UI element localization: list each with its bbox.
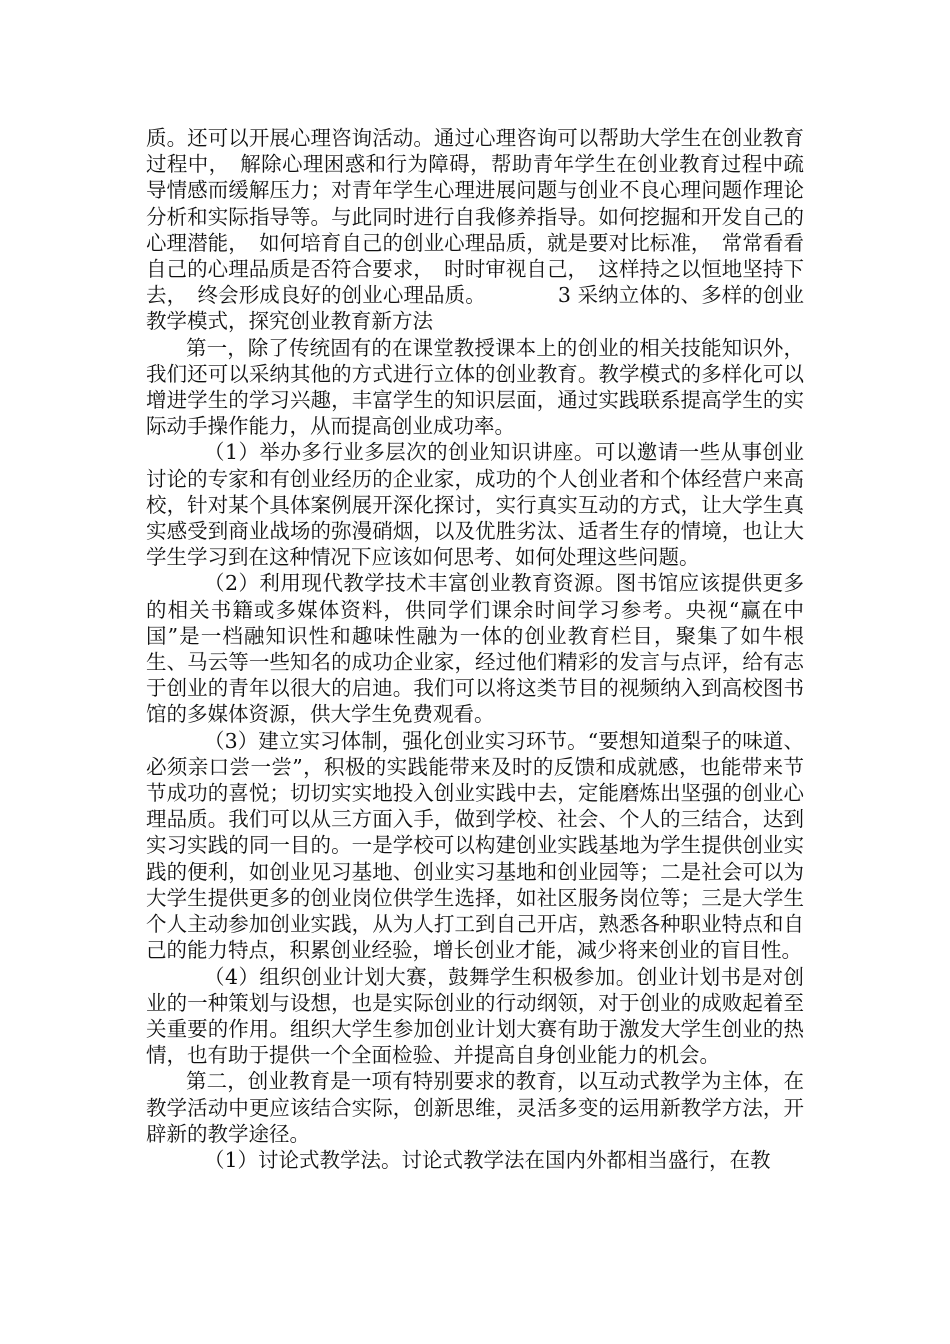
document-body (146, 125, 804, 1173)
paragraph-multimedia: （2）利用现代教学技术丰富创业教育资源。图书馆应该提供更多的相关书籍或多媒体资料，供同学们课余时间学习参考。央视“赢在中国”是一档融知识性和趣味性融为一体的创业教育栏目，聚集了如牛根生、马云等一些知名的成功企业家，经过他们精彩的发言与点评，给有志于创业的青年以很大的启迪。我们可以将这类节目的视频纳入到高校图书馆的多媒体资源，供大学生免费观看。 (146, 571, 804, 727)
paragraph-internship: （3）建立实习体制，强化创业实习环节。“要想知道梨子的味道、必须亲口尝一尝”，积极的实践能带来及时的反馈和成就感，也能带来节节成功的喜悦；切切实实地投入创业实践中去，定能磨炼出坚强的创业心理品质。我们可以从三方面入手，做到学校、社会、个人的三结合，达到实习实践的同一目的。一是学校可以构建创业实践基地为学生提供创业实践的便利，如创业见习基地、创业实习基地和创业园等；二是社会可以为大学生提供更多的创业岗位供学生选择，如社区服务岗位等；三是大学生个人主动参加创业实践，从为人打工到自己开店，熟悉各种职业特点和自己的能力特点，积累创业经验，增长创业才能，减少将来创业的盲目性。 (146, 728, 804, 963)
paragraph-lectures: （1）举办多行业多层次的创业知识讲座。可以邀请一些从事创业讨论的专家和有创业经历的企业家，成功的个人创业者和个体经营户来高校，针对某个具体案例展开深化探讨，实行真实互动的方式，让大学生真实感受到商业战场的弥漫硝烟，以及优胜劣汰、适者生存的情境，也让大学生学习到在这种情况下应该如何思考、如何处理这些问题。 (146, 440, 804, 570)
paragraph-discussion-method: （1）讨论式教学法。讨论式教学法在国内外都相当盛行，在教 (204, 1147, 771, 1172)
paragraph-counseling: 质。还可以开展心理咨询活动。通过心理咨询可以帮助大学生在创业教育过程中， 解除心理困惑和行为障碍，帮助青年学生在创业教育过程中疏导情感而缓解压力；对青年学生心理进展问题与创业不良心理问题作理论分析和实际指导等。与此同时进行自我修养指导。如何挖掘和开发自己的心理潜能， 如何培育自己的创业心理品质，就是要对比标准， 常常看看自己的心理品质是否符合要求， 时时审视自己， 这样持之以恒地坚持下去， 终会形成良好的创业心理品质。 3 采纳立体的、多样的创业教学模式，探究创业教育新方法 (146, 126, 804, 334)
paragraph-competition: （4）组织创业计划大赛，鼓舞学生积极参加。创业计划书是对创业的一种策划与设想，也是实际创业的行动纲领，对于创业的成败起着至关重要的作用。组织大学生参加创业计划大赛有助于激发大学生创业的热情，也有助于提供一个全面检验、并提高自身创业能力的机会。 (146, 964, 804, 1068)
paragraph-second-approach: 第二，创业教育是一项有特别要求的教育，以互动式教学为主体，在教学活动中更应该结合实际，创新思维，灵活多变的运用新教学方法，开辟新的教学途径。 (146, 1069, 804, 1146)
paragraph-first-approach: 第一，除了传统固有的在课堂教授课本上的创业的相关技能知识外，我们还可以采纳其他的方式进行立体的创业教育。教学模式的多样化可以增进学生的学习兴趣，丰富学生的知识层面，通过实践联系提高学生的实际动手操作能力，从而提高创业成功率。 (146, 335, 804, 439)
